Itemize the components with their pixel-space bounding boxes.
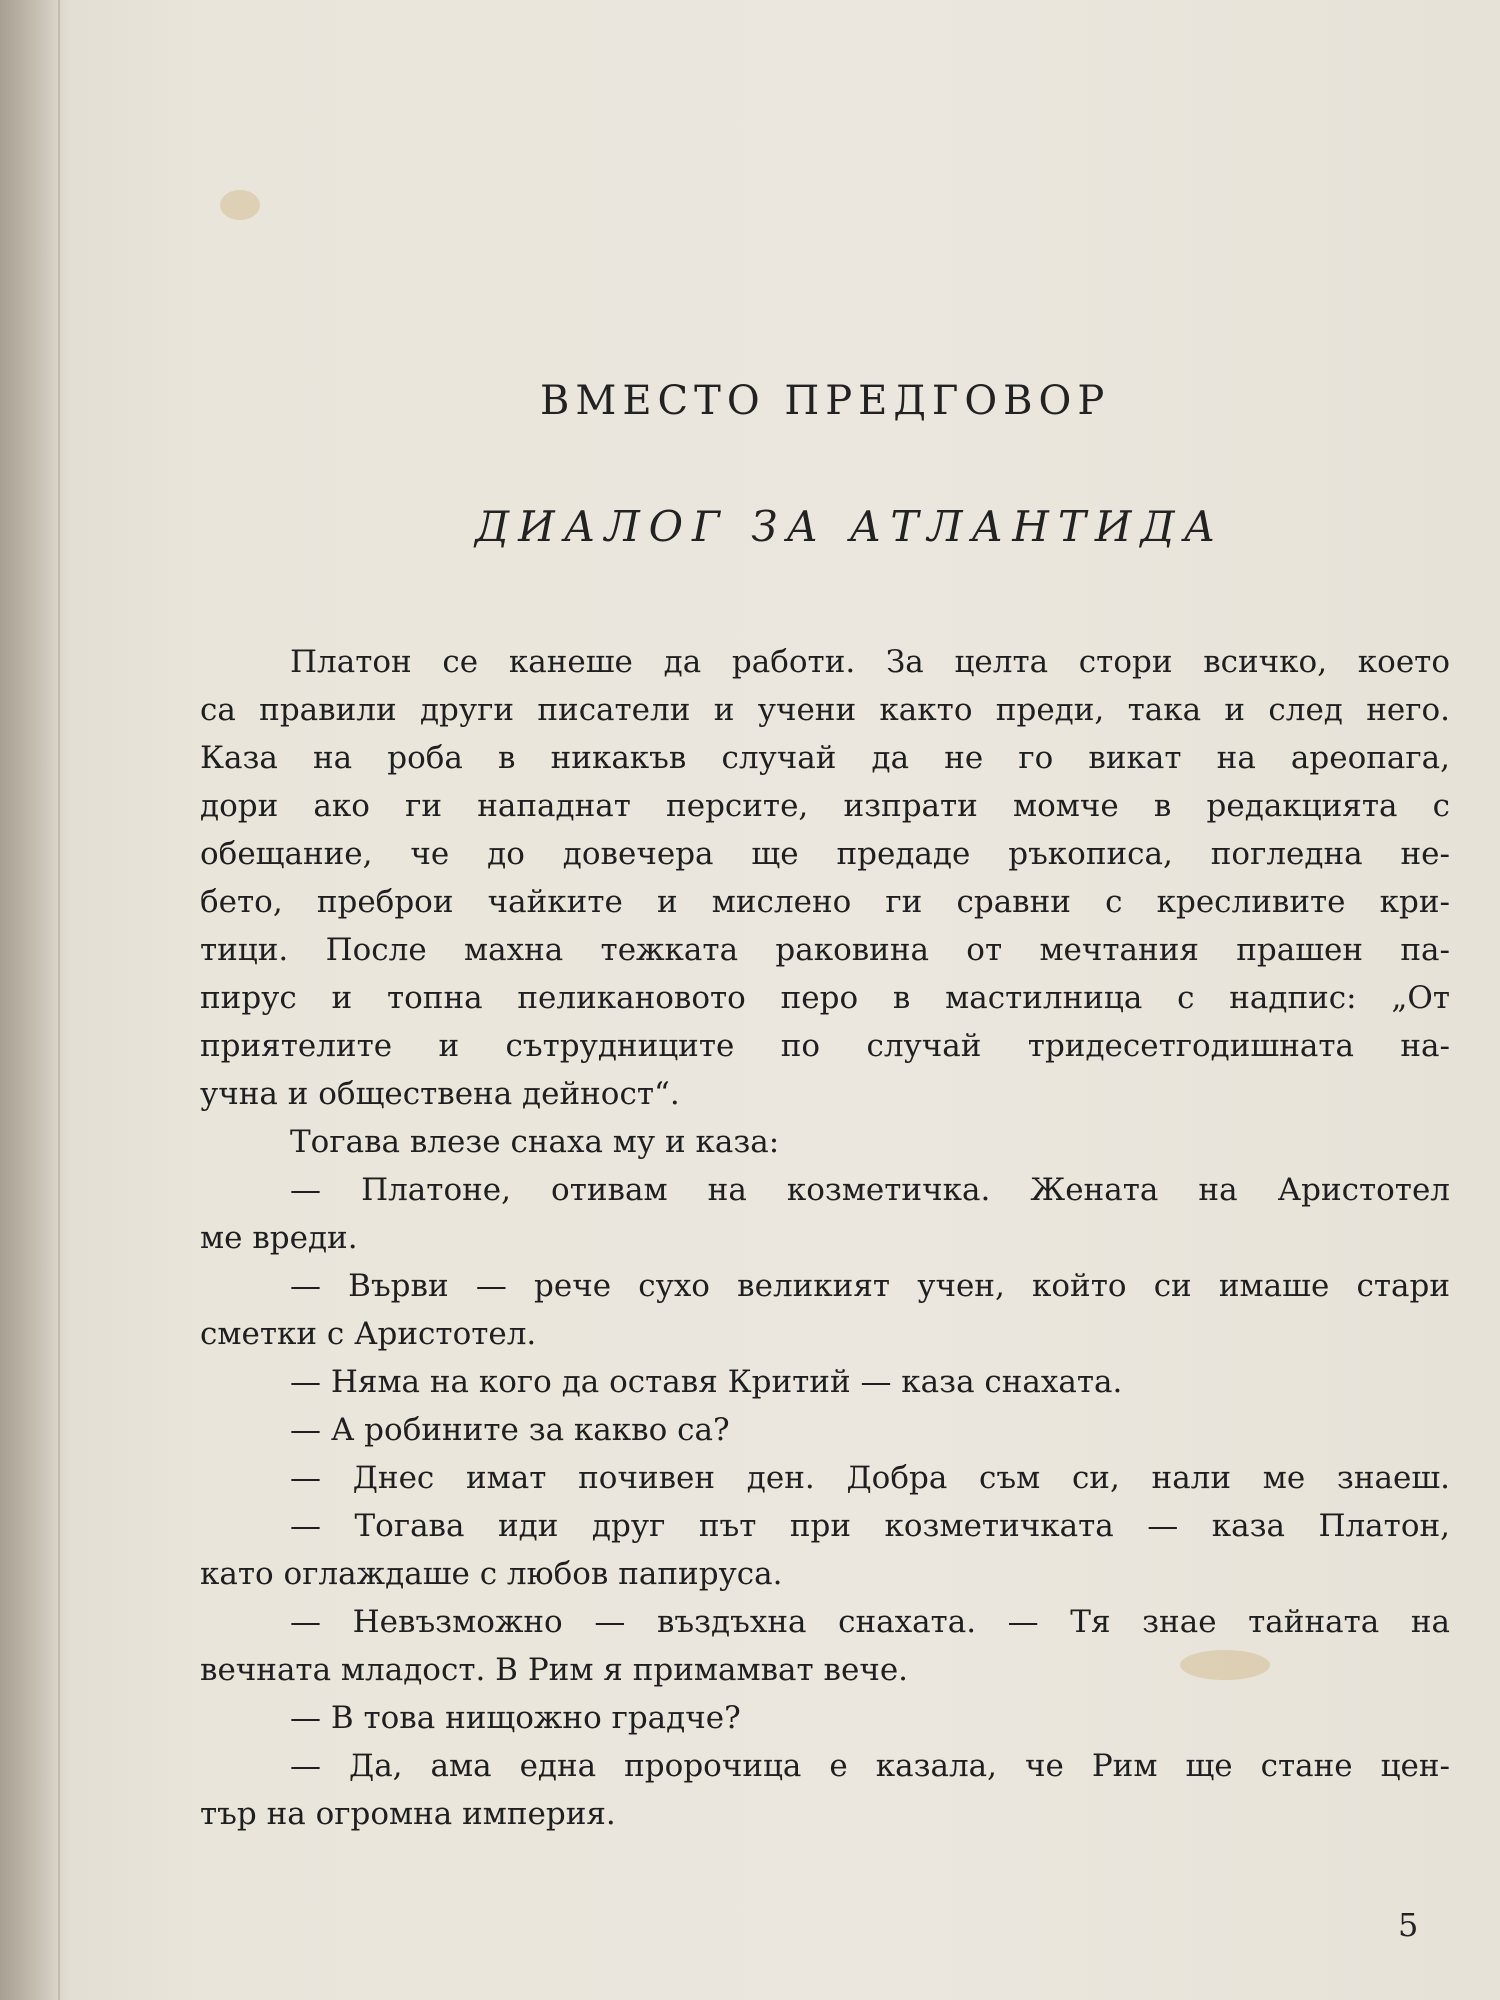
text-line: вечната младост. В Рим я примамват вече.	[200, 1652, 909, 1688]
text-line: пирус и топна пеликановото перо в мастилница с надпис: „От	[200, 980, 1450, 1016]
body-text	[200, 638, 1450, 1838]
text-line: — Няма на кого да оставя Критий — каза снахата.	[290, 1364, 1123, 1400]
text-line: тици. После махна тежката раковина от мечтания прашен па-	[200, 932, 1450, 968]
text-line: — Върви — рече сухо великият учен, който си имаше стари	[290, 1268, 1450, 1304]
page-number: 5	[1398, 1906, 1419, 1944]
text-line: — Тогава иди друг път при козметичката — каза Платон,	[290, 1508, 1450, 1544]
paper-stain	[220, 190, 260, 220]
chapter-title: ВМЕСТО ПРЕДГОВОР	[540, 378, 1111, 424]
text-line: — Невъзможно — въздъхна снахата. — Тя знае тайната на	[290, 1604, 1450, 1640]
text-line: — Платоне, отивам на козметичка. Жената на Аристотел	[290, 1172, 1450, 1208]
text-line: — А робините за какво са?	[290, 1412, 730, 1448]
text-line: учна и обществена дейност“.	[200, 1076, 680, 1112]
text-line: дори ако ги нападнат персите, изпрати момче в редакцията с	[200, 788, 1450, 824]
chapter-subtitle: ДИАЛОГ ЗА АТЛАНТИДА	[475, 502, 1225, 551]
text-line: приятелите и сътрудниците по случай тридесетгодишната на-	[200, 1028, 1450, 1064]
text-line: — Днес имат почивен ден. Добра съм си, нали ме знаеш.	[290, 1460, 1450, 1496]
page-edge	[58, 0, 60, 2000]
text-line: тър на огромна империя.	[200, 1796, 616, 1832]
text-line: — Да, ама една пророчица е казала, че Рим ще стане цен-	[290, 1748, 1450, 1784]
text-line: Каза на роба в никакъв случай да не го викат на ареопага,	[200, 740, 1450, 776]
text-line: ме вреди.	[200, 1220, 358, 1256]
text-line: — В това нищожно градче?	[290, 1700, 741, 1736]
text-line: сметки с Аристотел.	[200, 1316, 537, 1352]
text-line: Платон се канеше да работи. За целта стори всичко, което	[290, 644, 1450, 680]
text-line: Тогава влезе снаха му и каза:	[290, 1124, 780, 1160]
text-line: бето, преброи чайките и мислено ги сравни с кресливите кри-	[200, 884, 1450, 920]
text-line: като оглаждаше с любов папируса.	[200, 1556, 783, 1592]
text-line: обещание, че до довечера ще предаде ръкописа, погледна не-	[200, 836, 1450, 872]
text-line: са правили други писатели и учени както преди, така и след него.	[200, 692, 1450, 728]
